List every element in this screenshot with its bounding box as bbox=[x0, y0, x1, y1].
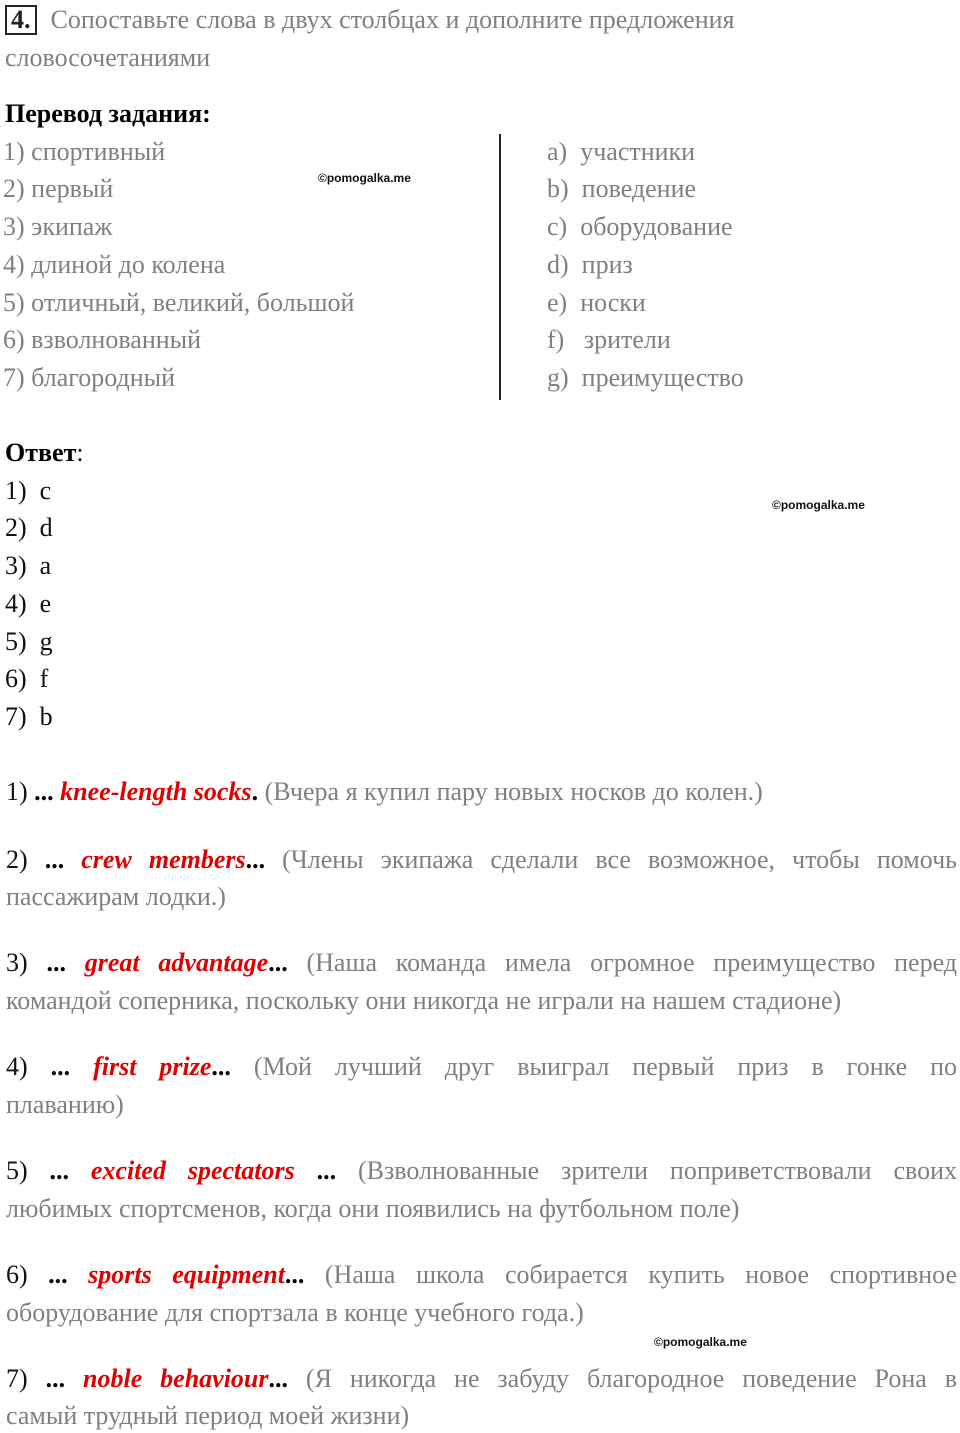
answer-phrase: excited spectators bbox=[90, 1156, 295, 1185]
left-item-3: 3) экипаж bbox=[3, 212, 113, 241]
answer-heading: Ответ: bbox=[5, 438, 84, 467]
sentence-6: 6) ... sports equipment... (Наша школа собирается купить новое спортивное bbox=[6, 1260, 958, 1289]
watermark: ©pomogalka.me bbox=[772, 498, 865, 512]
answer-phrase: noble behaviour bbox=[83, 1364, 269, 1393]
sentence-6-cont: оборудование для спортзала в конце учебного года.) bbox=[6, 1298, 584, 1327]
task-number: 4. bbox=[5, 5, 37, 35]
right-item-f: f) зрители bbox=[547, 325, 671, 354]
task-title-line2: словосочетаниями bbox=[5, 43, 211, 72]
sentence-4: 4) ... first prize... (Мой лучший друг выиграл первый приз в гонке по bbox=[6, 1052, 958, 1081]
sentence-4-cont: плаванию) bbox=[6, 1090, 124, 1119]
task-header bbox=[5, 5, 735, 35]
right-item-g: g) преимущество bbox=[547, 363, 744, 392]
sentence-3-cont: командой соперника, поскольку они никогда не играли на нашем стадионе) bbox=[6, 986, 842, 1015]
right-item-d: d) приз bbox=[547, 250, 633, 279]
right-item-a: a) участники bbox=[547, 137, 696, 166]
answer-item: 6) f bbox=[5, 664, 49, 693]
left-item-2: 2) первый bbox=[3, 174, 114, 203]
task-title-line1: Сопоставьте слова в двух столбцах и дополните предложения bbox=[50, 5, 735, 34]
answer-item: 3) a bbox=[5, 551, 52, 580]
sentence-7: 7) ... noble behaviour... (Я никогда не забуду благородное поведение Рона в bbox=[6, 1364, 957, 1393]
answer-item: 2) d bbox=[5, 513, 53, 542]
right-item-b: b) поведение bbox=[547, 174, 697, 203]
watermark: ©pomogalka.me bbox=[318, 171, 411, 185]
sentence-2: 2) ... crew members... (Члены экипажа сделали все возможное, чтобы помочь bbox=[6, 845, 957, 874]
sentence-1: 1) ... knee-length socks. (Вчера я купил пару новых носков до колен.) bbox=[6, 777, 763, 806]
sentence-3: 3) ... great advantage... (Наша команда имела огромное преимущество перед bbox=[6, 948, 958, 977]
answer-phrase: great advantage bbox=[84, 948, 269, 977]
left-item-5: 5) отличный, великий, большой bbox=[3, 288, 355, 317]
left-item-6: 6) взволнованный bbox=[3, 325, 202, 354]
answer-phrase: sports equipment bbox=[88, 1260, 285, 1289]
answer-phrase: crew members bbox=[81, 845, 246, 874]
sentence-2-cont: пассажирам лодки.) bbox=[6, 882, 226, 911]
sentence-7-cont: самый трудный период моей жизни) bbox=[6, 1401, 410, 1430]
right-item-e: e) носки bbox=[547, 288, 646, 317]
sentence-5-cont: любимых спортсменов, когда они появились на футбольном поле) bbox=[6, 1194, 740, 1223]
answer-phrase: knee-length socks bbox=[60, 777, 252, 806]
sentence-5: 5) ... excited spectators ... (Взволнованные зрители поприветствовали своих bbox=[6, 1156, 958, 1185]
column-divider bbox=[499, 134, 501, 400]
left-item-7: 7) благородный bbox=[3, 363, 176, 392]
answer-item: 4) e bbox=[5, 589, 52, 618]
answer-item: 7) b bbox=[5, 702, 53, 731]
left-item-4: 4) длиной до колена bbox=[3, 250, 226, 279]
watermark: ©pomogalka.me bbox=[654, 1335, 747, 1349]
right-item-c: c) оборудование bbox=[547, 212, 733, 241]
answer-item: 5) g bbox=[5, 627, 53, 656]
translation-heading: Перевод задания: bbox=[5, 99, 211, 128]
answer-item: 1) c bbox=[5, 476, 52, 505]
answer-phrase: first prize bbox=[93, 1052, 212, 1081]
left-item-1: 1) спортивный bbox=[3, 137, 166, 166]
